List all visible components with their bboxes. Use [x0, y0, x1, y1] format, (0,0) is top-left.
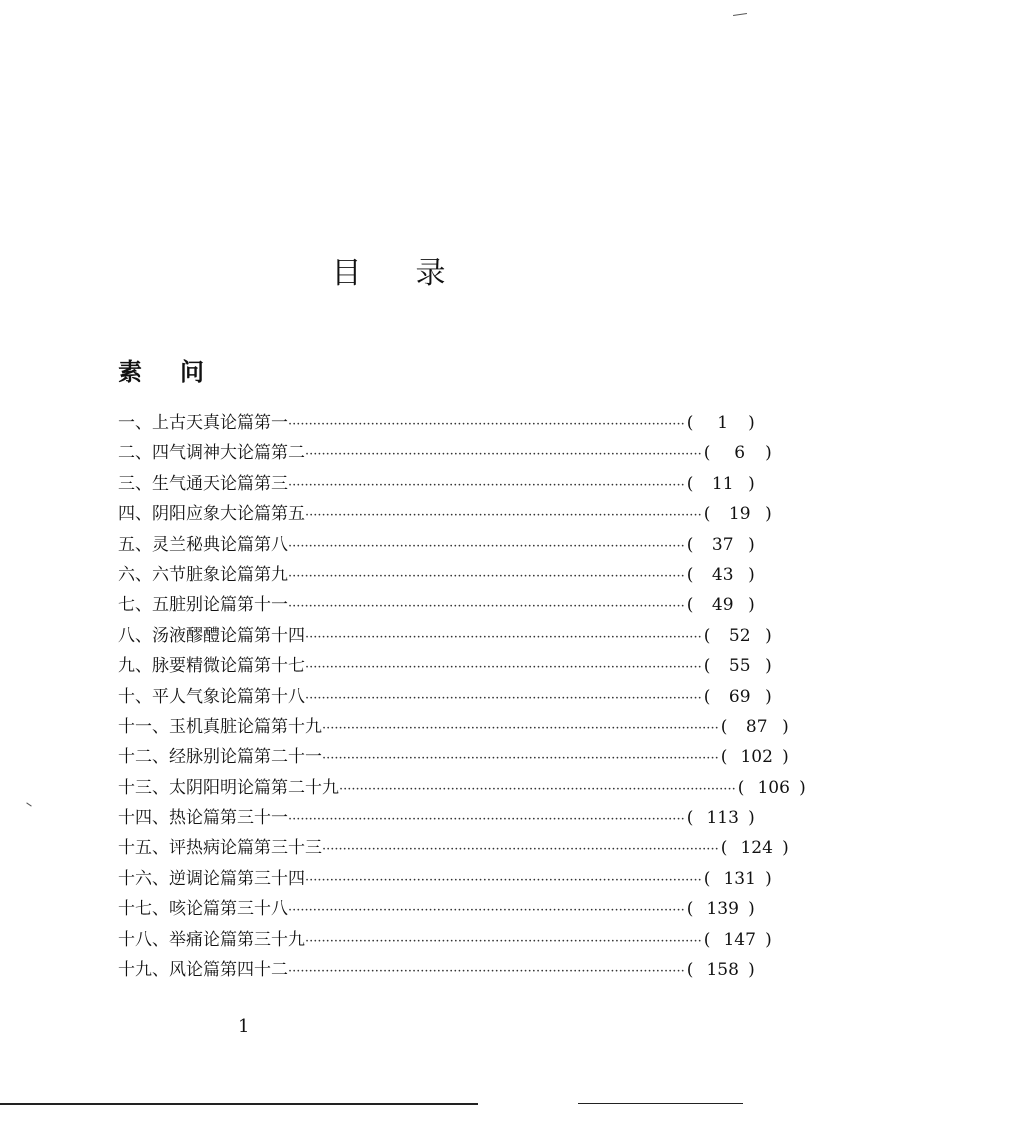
- toc-paren-open: (: [703, 868, 711, 889]
- toc-paren-close: ): [765, 929, 772, 950]
- toc-paren-open: (: [686, 473, 694, 494]
- toc-entry: [118, 864, 772, 894]
- toc-leader-dots: ································································································: [288, 477, 685, 493]
- toc-entry: [118, 894, 755, 924]
- toc-paren-open: (: [686, 595, 694, 616]
- toc-leader-dots: ································································································: [305, 660, 702, 676]
- toc-entry: [118, 560, 755, 590]
- toc-entry-title: 十一、玉机真脏论篇第十九: [118, 716, 322, 737]
- toc-entry: [118, 499, 772, 529]
- toc-entry-page: 52: [728, 625, 751, 646]
- toc-entry: [118, 469, 755, 499]
- toc-paren-open: (: [686, 564, 694, 585]
- toc-leader-dots: ································································································: [288, 568, 685, 584]
- toc-entry-page: 106: [757, 777, 790, 798]
- toc-leader-dots: ································································································: [288, 812, 685, 828]
- toc-entry: [118, 712, 789, 742]
- toc-leader-dots: ································································································: [339, 781, 736, 797]
- toc-entry-title: 十二、经脉别论篇第二十一: [118, 747, 322, 768]
- scan-mark: [26, 802, 31, 806]
- toc-paren-close: ): [799, 777, 806, 798]
- toc-entry-page: 113: [706, 808, 739, 829]
- toc-paren-close: ): [782, 716, 789, 737]
- toc-leader-dots: ································································································: [305, 629, 702, 645]
- toc-entry-title: 二、四气调神大论篇第二: [118, 443, 305, 464]
- toc-entry-page: 6: [734, 443, 746, 464]
- toc-entry-page: 139: [706, 899, 739, 920]
- toc-paren-open: (: [703, 443, 711, 464]
- bottom-rule-right: [578, 1103, 743, 1104]
- toc-paren-open: (: [703, 625, 711, 646]
- toc-paren-close: ): [765, 868, 772, 889]
- section-heading: 素问: [118, 358, 242, 386]
- toc-entry-title: 十八、举痛论篇第三十九: [118, 929, 305, 950]
- toc-entry-page: 19: [728, 504, 751, 525]
- toc-entry-page: 37: [711, 534, 734, 555]
- toc-paren-open: (: [720, 838, 728, 859]
- toc-paren-close: ): [782, 838, 789, 859]
- toc-entry: [118, 530, 755, 560]
- toc-paren-open: (: [720, 716, 728, 737]
- toc-entry: [118, 408, 755, 438]
- toc-entry-title: 三、生气通天论篇第三: [118, 473, 288, 494]
- toc-entry-title: 十五、评热病论篇第三十三: [118, 838, 322, 859]
- toc-paren-open: (: [737, 777, 745, 798]
- bottom-rule-left: [0, 1103, 478, 1105]
- toc-entry-title: 七、五脏别论篇第十一: [118, 595, 288, 616]
- toc-entry-title: 十七、咳论篇第三十八: [118, 899, 288, 920]
- toc-leader-dots: ································································································: [288, 599, 685, 615]
- toc-entry: [118, 621, 772, 651]
- toc-entry-page: 55: [728, 656, 751, 677]
- toc-paren-close: ): [765, 504, 772, 525]
- toc-entry-title: 十三、太阴阳明论篇第二十九: [118, 777, 339, 798]
- toc-paren-open: (: [686, 808, 694, 829]
- toc-paren-close: ): [748, 564, 755, 585]
- toc-entry-page: 102: [740, 747, 773, 768]
- toc-leader-dots: ································································································: [322, 751, 719, 767]
- toc-entry-title: 十九、风论篇第四十二: [118, 960, 288, 981]
- toc-leader-dots: ································································································: [288, 964, 685, 980]
- toc-entry: [118, 955, 755, 985]
- toc-entry: [118, 925, 772, 955]
- toc-entry-page: 147: [723, 929, 756, 950]
- toc-leader-dots: ································································································: [305, 447, 702, 463]
- scan-mark: [733, 13, 747, 16]
- page-title: 目录: [331, 256, 500, 291]
- toc-paren-open: (: [686, 899, 694, 920]
- toc-paren-close: ): [748, 899, 755, 920]
- toc-paren-open: (: [703, 686, 711, 707]
- toc-entry-page: 49: [711, 595, 734, 616]
- toc-entry-title: 四、阴阳应象大论篇第五: [118, 504, 305, 525]
- toc-paren-open: (: [703, 504, 711, 525]
- toc-leader-dots: ································································································: [288, 903, 685, 919]
- toc-paren-open: (: [686, 534, 694, 555]
- toc-entry-page: 11: [711, 473, 734, 494]
- toc-entry-title: 五、灵兰秘典论篇第八: [118, 534, 288, 555]
- toc-paren-close: ): [765, 625, 772, 646]
- toc-paren-close: ): [748, 960, 755, 981]
- toc-entry: [118, 651, 772, 681]
- toc-entry-title: 六、六节脏象论篇第九: [118, 564, 288, 585]
- toc-leader-dots: ································································································: [305, 872, 702, 888]
- toc-entry-page: 131: [723, 868, 756, 889]
- toc-paren-close: ): [748, 808, 755, 829]
- toc-paren-close: ): [782, 747, 789, 768]
- toc-leader-dots: ································································································: [322, 842, 719, 858]
- toc-entry-page: 69: [728, 686, 751, 707]
- toc-leader-dots: ································································································: [288, 417, 685, 432]
- toc-leader-dots: ································································································: [305, 933, 702, 949]
- toc-leader-dots: ································································································: [305, 508, 702, 524]
- toc-paren-close: ): [748, 595, 755, 616]
- toc-entry: [118, 742, 789, 772]
- toc-paren-open: (: [703, 656, 711, 677]
- toc-entry-page: 158: [706, 960, 739, 981]
- toc-paren-close: ): [748, 534, 755, 555]
- toc-entry-page: 43: [711, 564, 734, 585]
- toc-paren-close: ): [765, 686, 772, 707]
- toc-paren-open: (: [703, 929, 711, 950]
- toc-leader-dots: ································································································: [305, 690, 702, 706]
- toc-entry-title: 九、脉要精微论篇第十七: [118, 656, 305, 677]
- toc-entry-title: 一、上古天真论篇第一: [118, 413, 288, 433]
- toc-entry: [118, 773, 806, 803]
- toc-paren-close: ): [765, 443, 772, 464]
- toc-entry-title: 十六、逆调论篇第三十四: [118, 868, 305, 889]
- toc-entry: [118, 590, 755, 620]
- toc-entry-page: 1: [717, 413, 729, 433]
- toc-entry: [118, 833, 789, 863]
- toc-list: [118, 408, 806, 985]
- toc-paren-open: (: [720, 747, 728, 768]
- toc-entry: [118, 803, 755, 833]
- page-number: 1: [238, 1016, 250, 1037]
- toc-entry-page: 124: [740, 838, 773, 859]
- toc-paren-close: ): [765, 656, 772, 677]
- toc-leader-dots: ································································································: [288, 538, 685, 554]
- toc-entry: [118, 682, 772, 712]
- toc-leader-dots: ································································································: [322, 720, 719, 736]
- toc-paren-close: ): [748, 413, 755, 433]
- toc-entry: [118, 438, 772, 468]
- toc-paren-open: (: [686, 413, 694, 433]
- toc-paren-close: ): [748, 473, 755, 494]
- toc-paren-open: (: [686, 960, 694, 981]
- toc-entry-page: 87: [745, 716, 768, 737]
- toc-entry-title: 十四、热论篇第三十一: [118, 808, 288, 829]
- toc-entry-title: 十、平人气象论篇第十八: [118, 686, 305, 707]
- toc-entry-title: 八、汤液醪醴论篇第十四: [118, 625, 305, 646]
